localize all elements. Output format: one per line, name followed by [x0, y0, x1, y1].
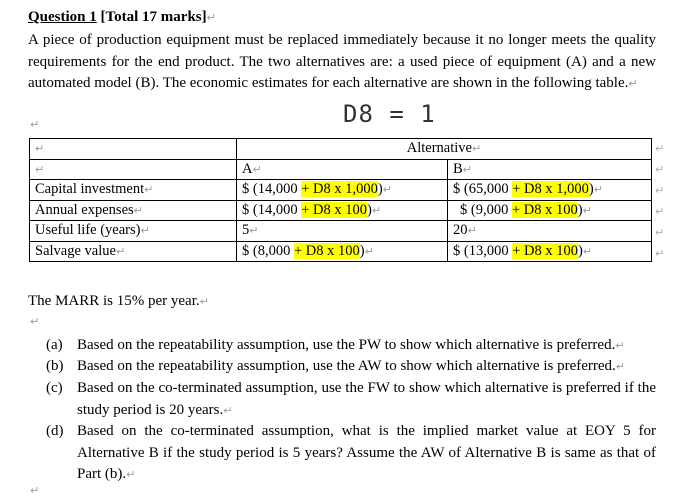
cell-b: [448, 200, 652, 221]
cell-b: [448, 241, 652, 262]
return-mark: ↵: [382, 183, 392, 197]
question-marks: [Total 17 marks]: [100, 9, 207, 25]
highlighted-value: + D8 x 1,000: [512, 181, 589, 198]
col-b-header: B: [453, 160, 463, 177]
return-mark: ↵: [140, 224, 150, 238]
return-mark: ↵: [655, 247, 665, 260]
row-label: [30, 200, 237, 221]
return-mark: ↵: [199, 295, 209, 308]
return-mark: ↵: [30, 315, 40, 328]
return-mark: ↵: [133, 203, 143, 217]
paragraph-text: A piece of production equipment must be replaced immediately because it no longer meets the quality requirements for the end product. The two alternatives are: a used piece of equipment (A) and a new automated model (B). The economic estimates for each alternative are shown in the following table.: [28, 32, 656, 91]
cell-a: [237, 200, 448, 221]
cell-a: [237, 180, 448, 201]
value-end: ): [588, 181, 594, 198]
highlighted-value: + D8 x 100: [293, 242, 360, 259]
return-mark: ↵: [462, 162, 472, 176]
highlighted-value: + D8 x 100: [512, 242, 578, 259]
return-mark: ↵: [615, 339, 625, 352]
return-mark: ↵: [615, 360, 626, 373]
label: Useful life (years): [35, 222, 141, 239]
part-text: Based on the repeatability assumption, use the PW to show which alternative is preferred.: [77, 337, 616, 353]
return-mark: ↵: [30, 484, 40, 497]
return-mark: ↵: [252, 162, 262, 176]
part-label: (b): [46, 358, 64, 374]
return-mark: ↵: [364, 244, 374, 258]
label: Salvage value: [35, 242, 116, 259]
handwritten-note: D8 = 1: [343, 100, 436, 128]
row-label: [30, 241, 237, 262]
return-mark: ↵: [371, 203, 382, 217]
question-part: [46, 335, 656, 357]
part-label: (c): [46, 380, 63, 396]
value: 20: [453, 222, 468, 239]
value: $ (14,000: [242, 201, 302, 218]
return-mark: ↵: [35, 142, 45, 156]
value-end: ): [577, 201, 583, 218]
part-label: (d): [46, 423, 64, 439]
group-header: Alternative: [406, 140, 472, 157]
return-mark: ↵: [655, 226, 665, 239]
alternatives-table: [29, 138, 652, 262]
value-end: ): [359, 242, 365, 259]
return-mark: ↵: [582, 203, 592, 217]
question-part: [46, 356, 656, 378]
value-end: ): [377, 181, 383, 198]
part-label: (a): [46, 337, 63, 353]
value: $ (14,000: [242, 181, 302, 198]
value: $ (9,000: [460, 201, 512, 218]
cell-a: [237, 241, 448, 262]
label: Capital investment: [35, 181, 145, 198]
cell-b: [448, 180, 652, 201]
question-paragraph: [28, 30, 656, 95]
marr-text: [28, 291, 656, 313]
table-row: [30, 221, 652, 242]
table-row: [30, 200, 652, 221]
part-text: Based on the co-terminated assumption, use the FW to show which alternative is preferred if the study period is 20 years.: [77, 380, 656, 418]
table-row: [30, 180, 652, 201]
question-part: [46, 378, 656, 421]
return-mark: ↵: [223, 403, 233, 417]
row-label: [30, 221, 237, 242]
return-mark: ↵: [35, 162, 45, 176]
return-mark: ↵: [30, 118, 40, 131]
question-title: Question 1: [28, 9, 97, 25]
return-mark: ↵: [655, 142, 665, 155]
value-end: ): [367, 201, 372, 218]
return-mark: ↵: [628, 77, 638, 90]
return-mark: ↵: [467, 224, 477, 238]
value: $ (13,000: [453, 242, 513, 259]
return-mark: ↵: [593, 183, 603, 197]
cell-a: [237, 221, 448, 242]
return-mark: ↵: [206, 11, 216, 24]
table-row: [30, 159, 652, 180]
highlighted-value: + D8 x 1,000: [301, 181, 378, 198]
value: 5: [242, 222, 250, 239]
return-mark: ↵: [655, 184, 665, 197]
marr-value: The MARR is 15% per year.: [28, 293, 200, 309]
value: $ (65,000: [453, 181, 513, 198]
part-text: Based on the co-terminated assumption, what is the implied market value at EOY 5 for Alternative B if the study period is 5 years? Assume the AW of Alternative B is same as that of Part (b).: [77, 423, 656, 482]
return-mark: ↵: [144, 183, 154, 197]
col-a-header: A: [242, 160, 253, 177]
return-mark: ↵: [655, 205, 665, 218]
return-mark: ↵: [582, 244, 593, 258]
return-mark: ↵: [115, 244, 126, 258]
return-mark: ↵: [249, 224, 259, 238]
row-label: [30, 180, 237, 201]
return-mark: ↵: [126, 468, 136, 481]
value-end: ): [578, 242, 583, 259]
value: $ (8,000: [242, 242, 294, 259]
return-mark: ↵: [472, 142, 482, 156]
question-part: [46, 421, 656, 486]
table-row: [30, 139, 652, 160]
question-heading: [28, 7, 656, 29]
table-row: [30, 241, 652, 262]
return-mark: ↵: [655, 163, 665, 176]
highlighted-value: + D8 x 100: [511, 201, 578, 218]
label: Annual expenses: [35, 201, 134, 218]
cell-b: [448, 221, 652, 242]
part-text: Based on the repeatability assumption, use the AW to show which alternative is preferred.: [77, 358, 616, 374]
highlighted-value: + D8 x 100: [301, 201, 367, 218]
